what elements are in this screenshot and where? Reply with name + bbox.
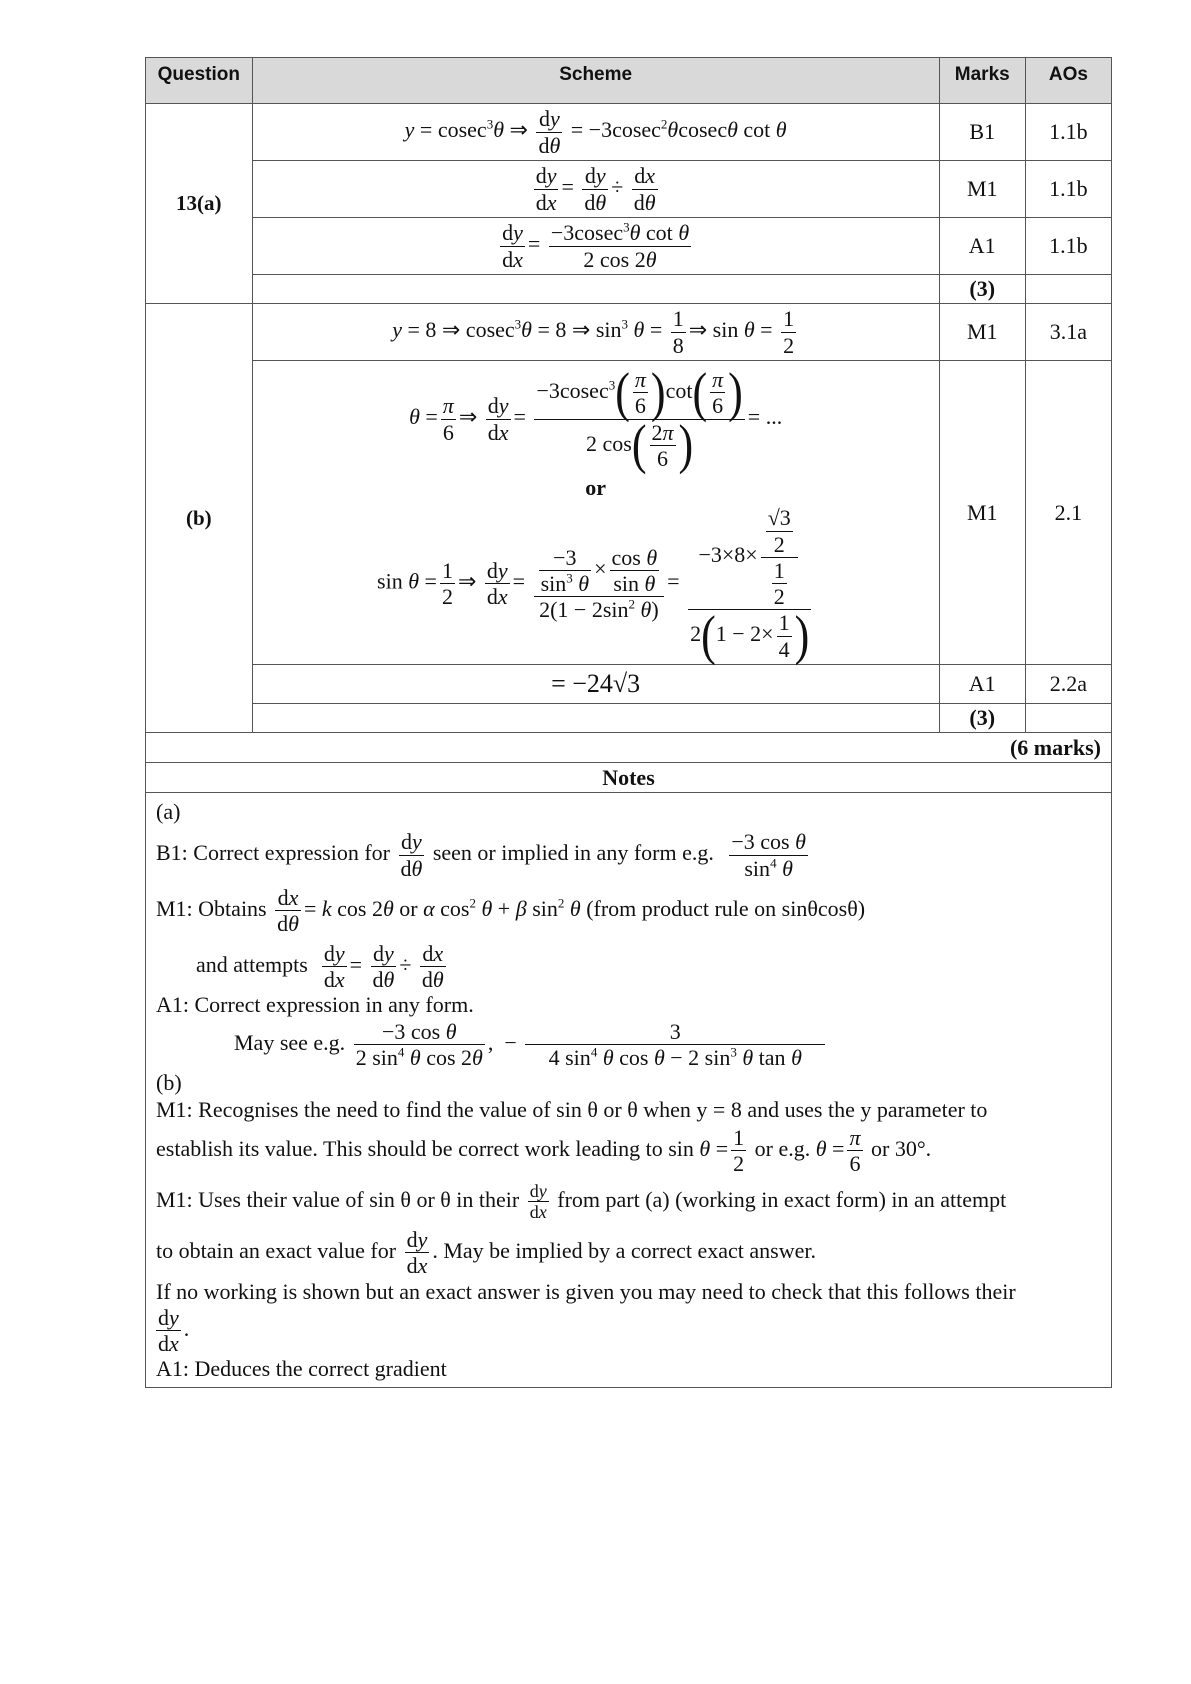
total-marks: (6 marks): [146, 733, 1112, 763]
scheme-expression: θ = $\frac{\pi}{6}$ ⇒ $\frac{dy}{dx}$ = −3cosec$^3$( $\frac{\pi}{6}$ )cot( $\frac{\pi}{6}$ ) 2 cos( $\frac{2\pi}{6}$ ) = ... or sin θ = $\frac{1}{2}$ ⇒ $\frac{dy}{dx}$ = $\frac{-3}{\sin^3 \theta}$ × $\frac{\text{cos θ}}{\text{sin θ}}$ $2(1 - 2\sin^2$ θ) = −3×8× $\frac{\frac{√3}{2}}{\frac{1}{2}}$ 2(1 − 2× $\frac{1}{4}$ ): [252, 361, 939, 665]
scheme-row: [146, 361, 1112, 665]
mark-code: M1: [939, 161, 1025, 218]
scheme-expression: y = cosec$^3$θ ⇒ $\frac{dy}{d\theta}$ = −3cosec$^2$θcosecθ cot θ: [252, 104, 939, 161]
ao-code: 1.1b: [1025, 218, 1111, 275]
ao-code: 1.1b: [1025, 104, 1111, 161]
note-nowork-text: If no working is shown but an exact answer is given you may need to check that this follows their: [156, 1278, 1016, 1304]
note-b1-text: B1: Correct expression for: [156, 840, 390, 866]
mark-subtotal: (3): [939, 275, 1025, 304]
scheme-row: [146, 665, 1112, 704]
scheme-row: [146, 704, 1112, 733]
header-question: Question: [146, 58, 253, 104]
notes-body: (a) B1: Correct expression for $\frac{dy}{d\theta}$ seen or implied in any form e.g. $\frac{\text{−3 cos θ}}{\sin^4 \theta}$ M1: Obtains $\frac{dx}{d\theta}$ = k cos 2θ or α $\cos^2 \theta + \beta$ $\sin^2 \theta$ (from product rule on sinθcosθ) and attempts $\frac{dy}{dx}$ = $\frac{dy}{d\theta}$ ÷ $\frac{dx}{d\theta}$ A1: Correct expression in any form. May see e.g. $\frac{\text{−3 cos θ}}{2 \sin^4 \theta \cos 2\theta}$ , − $\frac{3}{4 \sin^4 \theta \cos \theta - 2 \sin^3 \theta \tan \theta}$ (b) M1: Recognises the need to find the value of sin θ or θ when y = 8 and uses the y parameter to establish its value. This should be correct work leading to sin θ = $\frac{1}{2}$ or e.g. θ = $\frac{\pi}{6}$ or 30°. M1: Uses their value of sin θ or θ in their $\frac{dy}{dx}$ from part (a) (working in exact form) in an attempt to obtain an exact value for $\frac{dy}{dx}$ . May be implied by a correct exact answer. If no working is shown but an exact answer is given you may need to check that this follows their $\frac{dy}{dx}$ . A1: Deduces the correct gradient: [146, 793, 1112, 1388]
notes-row: [146, 793, 1112, 1388]
notes-a-heading: (a): [156, 799, 181, 824]
mark-code: M1: [939, 361, 1025, 665]
final-answer: = −24√3: [252, 665, 939, 704]
mark-scheme-table: [145, 57, 1112, 1388]
note-m1-text: M1: Obtains: [156, 895, 267, 921]
mark-code: A1: [939, 665, 1025, 704]
header-scheme: Scheme: [252, 58, 939, 104]
scheme-expression: y = 8 ⇒ cosec$^3$θ = 8 ⇒ $\sin^3 \theta$ = $\frac{1}{8}$ ⇒ sin θ = $\frac{1}{2}$: [252, 304, 939, 361]
mark-code: M1: [939, 304, 1025, 361]
ao-code: 2.1: [1025, 361, 1111, 665]
scheme-expression: $\frac{dy}{dx}$ = $\frac{-3cosec^3\theta \cot \theta}{2 \cos 2\theta}$: [252, 218, 939, 275]
ao-code: 2.2a: [1025, 665, 1111, 704]
scheme-row: [146, 161, 1112, 218]
notes-b-heading: (b): [156, 1070, 182, 1096]
or-label: or: [585, 475, 607, 501]
scheme-expression: $\frac{dy}{dx}$ = $\frac{dy}{d\theta}$ ÷ $\frac{dx}{d\theta}$: [252, 161, 939, 218]
notes-title-row: [146, 763, 1112, 793]
scheme-row: [146, 104, 1112, 161]
note-b1-text-2: seen or implied in any form e.g.: [432, 840, 714, 866]
scheme-row: [146, 304, 1112, 361]
note-a1-text: A1: Correct expression in any form.: [156, 992, 474, 1018]
note-a1b-text: A1: Deduces the correct gradient: [156, 1356, 447, 1382]
note-bm1-text: M1: Recognises the need to find the value of sin θ or θ when y = 8 and uses the y parameter to: [156, 1096, 988, 1122]
mark-code: A1: [939, 218, 1025, 275]
total-row: [146, 733, 1112, 763]
header-marks: Marks: [939, 58, 1025, 104]
header-row: [146, 58, 1112, 104]
note-bm2-text: M1: Uses their value of sin θ or θ in their: [156, 1186, 520, 1212]
mark-code: B1: [939, 104, 1025, 161]
notes-title: Notes: [146, 763, 1112, 793]
question-label-b: (b): [146, 304, 253, 733]
ao-code: 3.1a: [1025, 304, 1111, 361]
ao-code: 1.1b: [1025, 161, 1111, 218]
header-aos: AOs: [1025, 58, 1111, 104]
mark-subtotal: (3): [939, 704, 1025, 733]
scheme-row: [146, 275, 1112, 304]
scheme-row: [146, 218, 1112, 275]
question-label-a: 13(a): [146, 104, 253, 304]
note-m1-text-2: (from product rule on sinθcosθ): [586, 895, 866, 921]
